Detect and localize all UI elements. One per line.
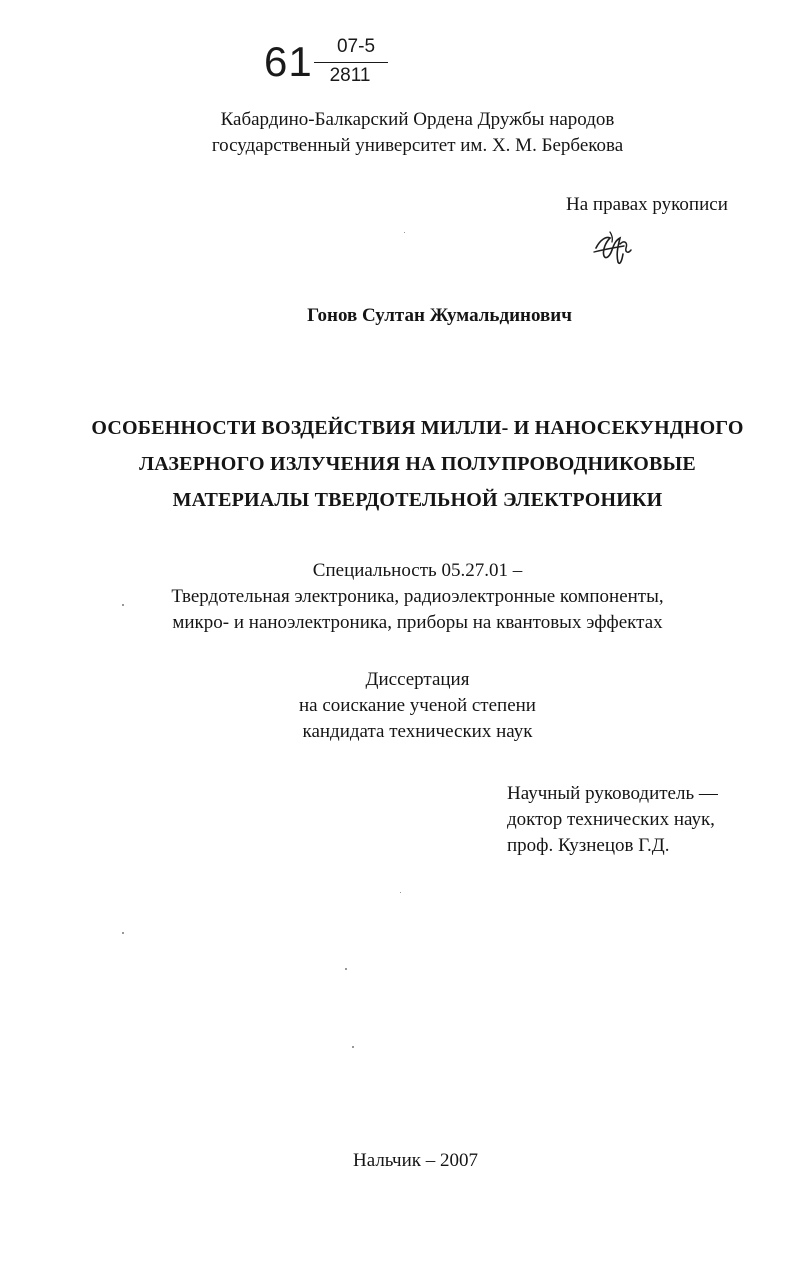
- degree-line-2: на соискание ученой степени: [299, 695, 536, 716]
- university-name: [18, 107, 799, 159]
- degree-line-1: Диссертация: [365, 669, 470, 690]
- scan-speck: [400, 892, 401, 893]
- city-year: Нальчик – 2007: [353, 1150, 478, 1171]
- scan-speck: [352, 1046, 354, 1048]
- title-line-2: ЛАЗЕРНОГО ИЗЛУЧЕНИЯ НА ПОЛУПРОВОДНИКОВЫЕ: [139, 453, 696, 475]
- scan-speck: [345, 968, 347, 970]
- stamp-fraction-line: [314, 62, 388, 63]
- supervisor-line-1: Научный руководитель —: [507, 783, 718, 804]
- manuscript-rights: На правах рукописи: [566, 194, 728, 215]
- stamp-denominator: 2811: [329, 65, 371, 86]
- degree-statement: [18, 667, 799, 745]
- university-line-2: государственный университет им. Х. М. Бербекова: [211, 135, 624, 156]
- archive-stamp: [262, 36, 402, 96]
- degree-line-3: кандидата технических наук: [302, 721, 533, 742]
- title-line-1: ОСОБЕННОСТИ ВОЗДЕЙСТВИЯ МИЛЛИ- И НАНОСЕКУНДНОГО: [91, 417, 744, 439]
- specialty: [18, 558, 799, 636]
- stamp-numerator: 07-5: [336, 36, 376, 57]
- supervisor: [507, 781, 718, 859]
- supervisor-line-2: доктор технических наук,: [507, 809, 715, 830]
- university-line-1: Кабардино-Балкарский Ордена Дружбы народов: [220, 109, 615, 130]
- dissertation-title: [18, 410, 799, 518]
- signature-icon: [590, 226, 636, 272]
- stamp-main-number: 61: [264, 38, 313, 85]
- scan-speck: [404, 232, 405, 233]
- specialty-line-2: Твердотельная электроника, радиоэлектронные компоненты,: [171, 586, 664, 607]
- scan-speck: [122, 604, 124, 606]
- specialty-line-3: микро- и наноэлектроника, приборы на квантовых эффектах: [172, 612, 663, 633]
- author-name: Гонов Султан Жумальдинович: [307, 305, 572, 326]
- supervisor-line-3: проф. Кузнецов Г.Д.: [507, 835, 670, 856]
- scan-speck: [122, 932, 124, 934]
- title-line-3: МАТЕРИАЛЫ ТВЕРДОТЕЛЬНОЙ ЭЛЕКТРОНИКИ: [172, 489, 663, 511]
- specialty-line-1: Специальность 05.27.01 –: [312, 560, 523, 581]
